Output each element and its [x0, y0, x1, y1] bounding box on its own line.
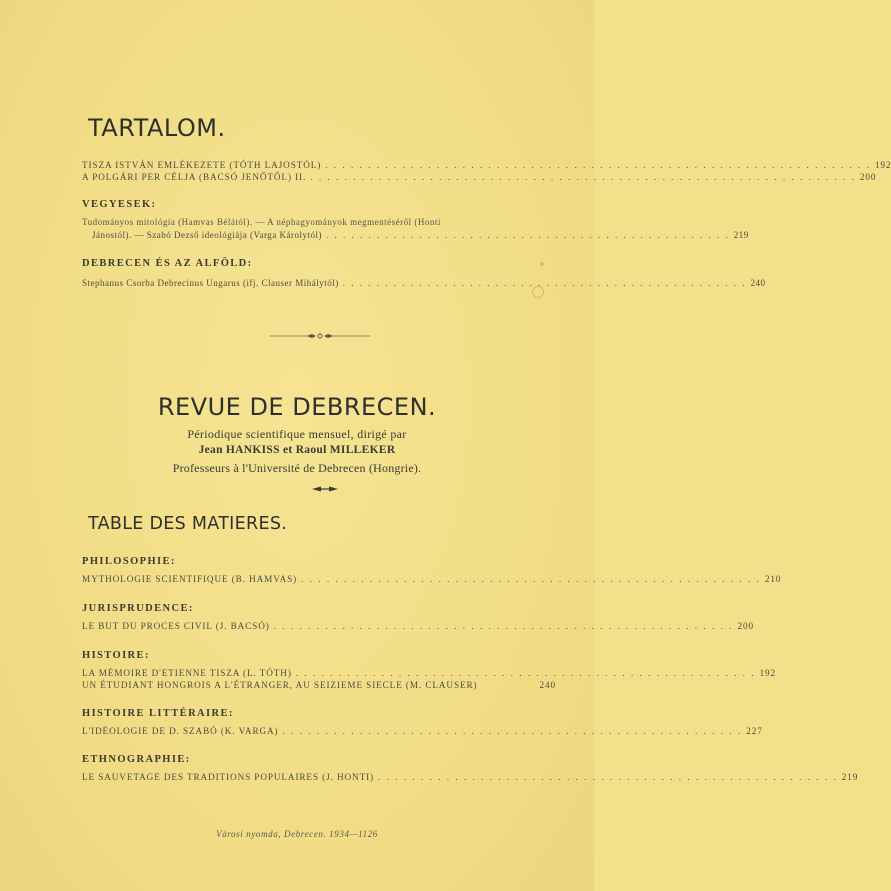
toc-entry — [82, 574, 782, 584]
section-heading-histoire: HISTOIRE: — [82, 650, 150, 661]
leader-dots: . . . . . . . . . . . . . . . . . . . . . . . . . . . . . . . . . . . . . . . . . . . . . . . . — [342, 278, 747, 288]
leader-dots: . . . . . . . . . . . . . . . . . . . . . . . . . . . . . . . . . . . . . . . . . . . . . . . . . . . . . . — [273, 621, 734, 631]
ornamental-divider — [270, 332, 370, 340]
revue-subtitle: Périodique scientifique mensuel, dirigé par — [187, 427, 407, 441]
leader-dots: . . . . . . . . . . . . . . . . . . . . . . . . . . . . . . . . . . . . . . . . . . . . . . . . . . . . . . . . . . . . . . . . — [310, 172, 856, 182]
toc-entry-page: 240 — [750, 278, 766, 288]
toc-entry-page: 192 — [874, 160, 891, 170]
section-heading-jurisprudence: JURISPRUDENCE: — [82, 603, 194, 614]
toc-entry-page: 219 — [733, 230, 749, 240]
revue-editors: Jean HANKISS et Raoul MILLEKER — [198, 444, 396, 456]
ornament-icon — [312, 485, 338, 493]
leader-dots: . . . . . . . . . . . . . . . . . . . . . . . . . . . . . . . . . . . . . . . . . . . . . . . . . . . . . . — [282, 726, 743, 736]
leader-dots: . . . . . . . . . . . . . . . . . . . . . . . . . . . . . . . . . . . . . . . . . . . . . . . . . . . . . . — [378, 772, 838, 782]
leader-dots: . . . . . . . . . . . . . . . . . . . . . . . . . . . . . . . . . . . . . . . . . . . . . . . . . . . . . . . . . . . . . . . . — [325, 160, 871, 170]
printer-colophon: Városi nyomda, Debrecen. 1934—1126 — [216, 829, 378, 839]
table-title: TABLE DES MATIERES. — [88, 514, 288, 534]
toc-entry-label: LE BUT DU PROCES CIVIL (J. BACSÓ) — [82, 621, 270, 631]
toc-entry-label: TISZA ISTVÁN EMLÉKEZETE (TÓTH LAJOSTÓL) — [82, 160, 322, 170]
section-heading-histoire-litteraire: HISTOIRE LITTÉRAIRE: — [82, 708, 234, 719]
toc-entry-label: LA MÉMOIRE D'ETIENNE TISZA (L. TÓTH) — [82, 668, 292, 678]
section-heading-debrecen: DEBRECEN ÉS AZ ALFÖLD: — [82, 258, 253, 269]
toc-entry — [82, 172, 877, 182]
leader-dots: . . . . . . . . . . . . . . . . . . . . . . . . . . . . . . . . . . . . . . . . . . . . . . . . — [326, 230, 730, 240]
toc-entry-page: 192 — [759, 668, 777, 678]
toc-entry — [82, 726, 763, 736]
toc-entry — [82, 680, 556, 690]
paper-stain — [540, 262, 544, 266]
toc-entry-label: A POLGÁRI PER CÉLJA (BACSÓ JENŐTŐL) II. — [82, 172, 307, 182]
revue-affiliation: Professeurs à l'Université de Debrecen (Hongrie). — [172, 461, 422, 475]
toc-entry-page: 240 — [539, 680, 556, 690]
toc-entry — [82, 772, 859, 782]
toc-entry-page: 210 — [764, 574, 782, 584]
vegyesek-text-line: Tudományos mitológia (Hamvas Bélától). — A néphagyományok megmentéséről (Honti — [82, 217, 441, 227]
tartalom-title: TARTALOM. — [88, 114, 226, 142]
toc-entry — [82, 160, 891, 170]
leader-dots: . . . . . . . . . . . . . . . . . . . . . . . . . . . . . . . . . . . . . . . . . . . . . . . . . . . . . . — [301, 574, 761, 584]
toc-entry-page: 200 — [859, 172, 877, 182]
section-heading-philosophie: PHILOSOPHIE: — [82, 556, 176, 567]
section-heading-vegyesek: VEGYESEK: — [82, 199, 157, 210]
toc-entry-label: UN ÉTUDIANT HONGROIS A L'ÉTRANGER, AU SEIZIEME SIECLE (M. CLAUSER) — [82, 680, 478, 690]
toc-entry-label: Stephanus Csorba Debrecinus Ungarus (ifj. Clauser Mihálytól) — [82, 278, 339, 288]
toc-entry — [82, 621, 754, 631]
toc-entry — [82, 668, 777, 678]
toc-entry-label: LE SAUVETAGE DES TRADITIONS POPULAIRES (J. HONTI) — [82, 772, 375, 782]
leader-dots: . . . . . . . . . . . . . . . . . . . . . . . . . . . . . . . . . . . . . . . . . . . . . . . . . . . . . . — [295, 668, 756, 678]
toc-entry-label: Jánostól). — Szabó Dezső ideológiája (Varga Károlytól) — [92, 230, 323, 240]
toc-entry-label: L'IDÉOLOGIE DE D. SZABÓ (K. VARGA) — [82, 726, 279, 736]
section-heading-ethnographie: ETHNOGRAPHIE: — [82, 754, 191, 765]
toc-entry — [82, 230, 749, 240]
toc-entry — [82, 278, 766, 288]
toc-entry-page: 227 — [746, 726, 763, 736]
toc-entry-page: 219 — [841, 772, 859, 782]
toc-entry-page: 200 — [737, 621, 754, 631]
revue-title: REVUE DE DEBRECEN. — [157, 393, 437, 421]
toc-entry-label: MYTHOLOGIE SCIENTIFIQUE (B. HAMVAS) — [82, 574, 298, 584]
